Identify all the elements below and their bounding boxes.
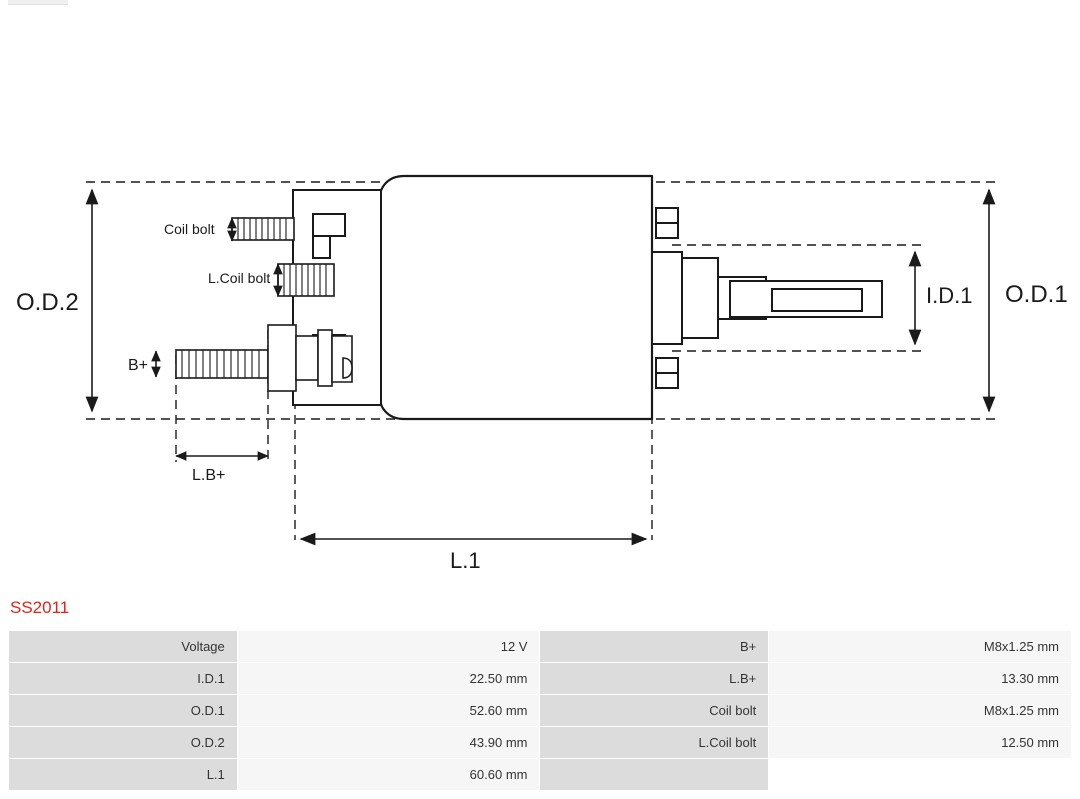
label-od2: O.D.2 (16, 289, 79, 316)
table-row (9, 727, 1072, 759)
spec-label: O.D.1 (9, 695, 238, 727)
table-row (9, 663, 1072, 695)
spec-value-empty (769, 759, 1072, 791)
spec-label: L.Coil bolt (540, 727, 769, 759)
spec-label: O.D.2 (9, 727, 238, 759)
spec-value: 43.90 mm (237, 727, 540, 759)
spec-label-empty (540, 759, 769, 791)
label-l1: L.1 (450, 548, 481, 573)
label-od1: O.D.1 (1005, 281, 1068, 308)
spec-value: 22.50 mm (237, 663, 540, 695)
spec-value: M8x1.25 mm (769, 631, 1072, 663)
spec-value: 13.30 mm (769, 663, 1072, 695)
label-coil-bolt: Coil bolt (164, 221, 215, 237)
label-lbplus: L.B+ (192, 467, 226, 484)
spec-label: B+ (540, 631, 769, 663)
spec-label: I.D.1 (9, 663, 238, 695)
spec-value: M8x1.25 mm (769, 695, 1072, 727)
spec-value: 12.50 mm (769, 727, 1072, 759)
table-row (9, 759, 1072, 791)
spec-value: 60.60 mm (237, 759, 540, 791)
table-row (9, 695, 1072, 727)
part-code: SS2011 (10, 598, 70, 617)
spec-label: L.1 (9, 759, 238, 791)
spec-label: Coil bolt (540, 695, 769, 727)
table-row (9, 631, 1072, 663)
label-bplus: B+ (128, 357, 149, 374)
spec-label: Voltage (9, 631, 238, 663)
label-id1: I.D.1 (926, 283, 973, 308)
label-l-coil-bolt: L.Coil bolt (208, 270, 271, 286)
specifications-table (8, 630, 1072, 791)
spec-value: 52.60 mm (237, 695, 540, 727)
spec-value: 12 V (237, 631, 540, 663)
spec-label: L.B+ (540, 663, 769, 695)
